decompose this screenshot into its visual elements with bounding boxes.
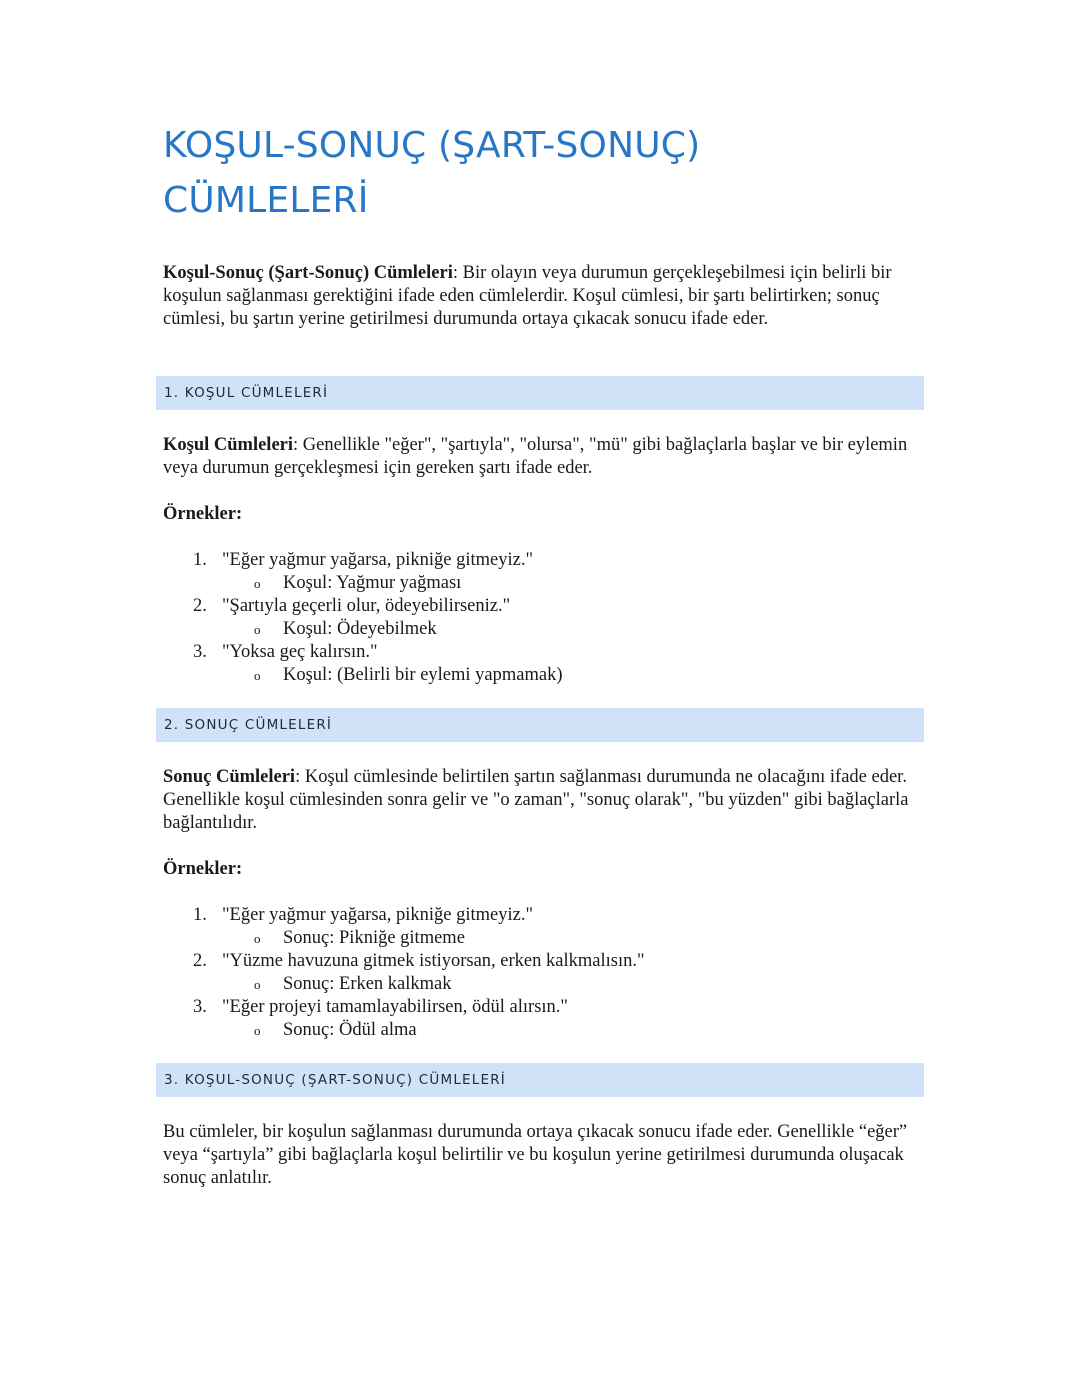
section-3-heading: 3. KOŞUL-SONUÇ (ŞART-SONUÇ) CÜMLELERİ [164, 1072, 506, 1088]
list-item [163, 595, 923, 641]
section-1-examples-label: Örnekler: [163, 504, 243, 524]
list-item [163, 641, 923, 687]
list-subitem-text: Sonuç: Erken kalkmak [283, 974, 452, 994]
list-item-number: 3. [193, 997, 207, 1017]
section-2-heading: 2. SONUÇ CÜMLELERİ [164, 717, 333, 733]
list-subitem-text: Koşul: (Belirli bir eylemi yapmamak) [283, 665, 563, 685]
circle-bullet-icon: o [254, 622, 261, 637]
list-item [163, 904, 923, 950]
list-subitem-text: Koşul: Ödeyebilmek [283, 619, 437, 639]
list-item-text: "Yüzme havuzuna gitmek istiyorsan, erken kalkmalısın." [222, 951, 645, 971]
section-2-term: Sonuç Cümleleri [163, 767, 296, 787]
section-2-examples-list [163, 904, 923, 1042]
list-item-text: "Şartıyla geçerli olur, ödeyebilirseniz." [222, 596, 511, 616]
circle-bullet-icon: o [254, 576, 261, 591]
list-item-number: 1. [193, 905, 207, 925]
section-1-term: Koşul Cümleleri [163, 435, 294, 455]
circle-bullet-icon: o [254, 977, 261, 992]
section-3-heading-band [156, 1063, 924, 1097]
intro-term: Koşul-Sonuç (Şart-Sonuç) Cümleleri [163, 263, 453, 283]
list-item-text: "Eğer yağmur yağarsa, pikniğe gitmeyiz." [222, 905, 534, 925]
section-1-paragraph [163, 434, 923, 480]
list-subitem-text: Sonuç: Ödül alma [283, 1020, 417, 1040]
circle-bullet-icon: o [254, 931, 261, 946]
circle-bullet-icon: o [254, 1023, 261, 1038]
list-item-text: "Eğer projeyi tamamlayabilirsen, ödül alırsın." [222, 997, 568, 1017]
list-item-number: 2. [193, 951, 207, 971]
intro-text: : Bir olayın veya durumun gerçekleşebilmesi için belirli bir koşulun sağlanması gerektiğini ifade eden cümlelerdir. Koşul cümlesi, bir şartı belirtirken; sonuç cümlesi, bu şartın yerine getirilmesi durumunda ortaya çıkacak sonucu ifade eder. [163, 263, 892, 329]
section-2-paragraph [163, 766, 923, 835]
circle-bullet-icon: o [254, 668, 261, 683]
section-1-text: : Genellikle "eğer", "şartıyla", "olursa", "mü" gibi bağlaçlarla başlar ve bir eylemin veya durumun gerçekleşmesi için gereken şartı ifade eder. [163, 435, 908, 478]
list-item-text: "Yoksa geç kalırsın." [222, 642, 378, 662]
list-item-number: 2. [193, 596, 207, 616]
list-item-number: 3. [193, 642, 207, 662]
section-2-text: : Koşul cümlesinde belirtilen şartın sağlanması durumunda ne olacağını ifade eder. Genellikle koşul cümlesinden sonra gelir ve "o zaman", "sonuç olarak", "bu yüzden" gibi bağlaçlarla bağlantılıdır. [163, 767, 909, 833]
page-title [163, 118, 923, 228]
list-item [163, 950, 923, 996]
list-item [163, 996, 923, 1042]
intro-paragraph [163, 262, 923, 331]
page-title-line-1: KOŞUL-SONUÇ (ŞART-SONUÇ) [163, 125, 701, 166]
list-item [163, 549, 923, 595]
list-item-number: 1. [193, 550, 207, 570]
list-subitem-text: Sonuç: Pikniğe gitmeme [283, 928, 465, 948]
list-subitem-text: Koşul: Yağmur yağması [283, 573, 462, 593]
section-1-heading-band [156, 376, 924, 410]
section-3-paragraph: Bu cümleler, bir koşulun sağlanması durumunda ortaya çıkacak sonucu ifade eder. Genellikle “eğer” veya “şartıyla” gibi bağlaçlarla koşul belirtilir ve bu koşulun yerine getirilmesi durumunda oluşacak sonuç anlatılır. [163, 1122, 908, 1188]
section-1-examples-list [163, 549, 923, 687]
section-1-heading: 1. KOŞUL CÜMLELERİ [164, 385, 329, 401]
page-title-line-2: CÜMLELERİ [163, 180, 369, 221]
section-2-examples-label: Örnekler: [163, 859, 243, 879]
list-item-text: "Eğer yağmur yağarsa, pikniğe gitmeyiz." [222, 550, 534, 570]
section-2-heading-band [156, 708, 924, 742]
